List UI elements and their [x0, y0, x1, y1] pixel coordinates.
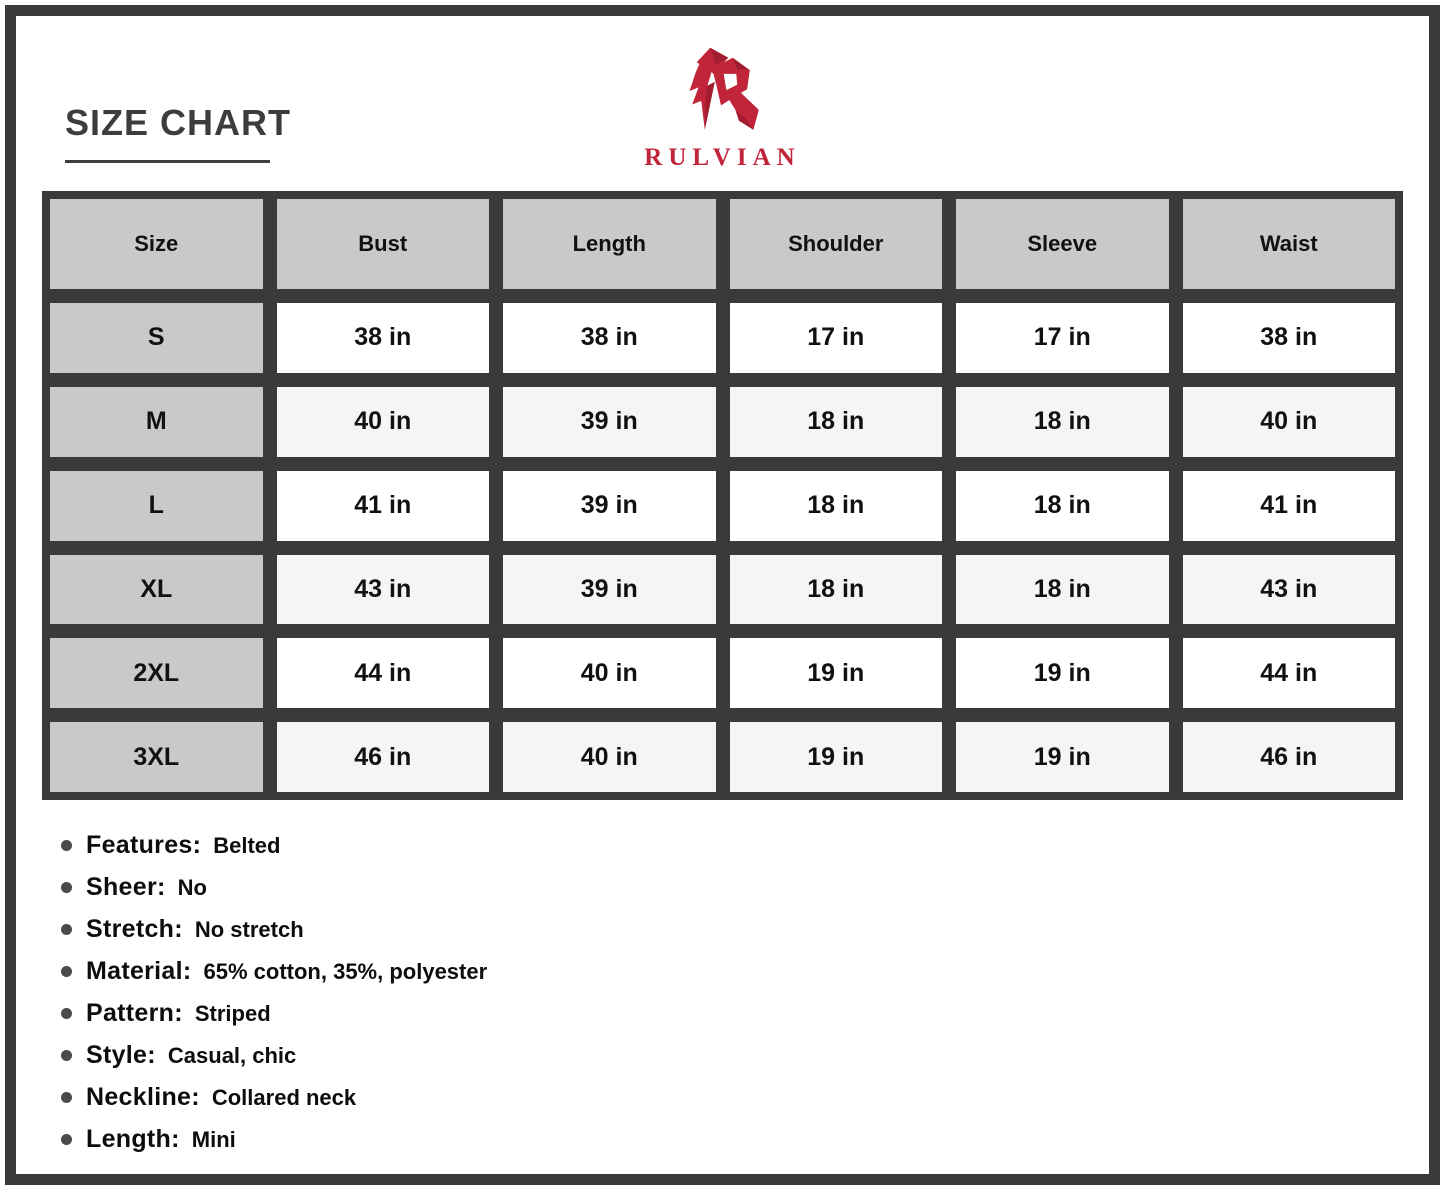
column-header: Size	[50, 199, 263, 289]
detail-value: No stretch	[194, 916, 304, 942]
bullet-dot-icon	[61, 840, 72, 851]
size-value-cell: 43 in	[1183, 555, 1396, 625]
title-underline	[65, 160, 270, 163]
detail-item	[61, 999, 487, 1028]
brand-logo	[644, 42, 800, 172]
size-row-header: S	[50, 303, 263, 373]
column-header: Bust	[277, 199, 490, 289]
size-value-cell: 43 in	[277, 555, 490, 625]
column-header: Sleeve	[956, 199, 1169, 289]
size-table	[42, 191, 1403, 800]
size-value-cell: 18 in	[956, 387, 1169, 457]
size-value-cell: 39 in	[503, 387, 716, 457]
detail-item	[61, 1041, 487, 1070]
detail-label: Features:	[86, 831, 202, 859]
size-value-cell: 40 in	[503, 638, 716, 708]
detail-label: Length:	[86, 1125, 180, 1153]
size-row-header: 3XL	[50, 722, 263, 792]
size-row-header: 2XL	[50, 638, 263, 708]
bullet-dot-icon	[61, 1092, 72, 1103]
size-row-header: XL	[50, 555, 263, 625]
size-row-header: M	[50, 387, 263, 457]
size-value-cell: 39 in	[503, 555, 716, 625]
details-list	[61, 831, 487, 1167]
detail-value: Striped	[194, 1000, 271, 1026]
size-value-cell: 19 in	[730, 638, 943, 708]
column-header: Length	[503, 199, 716, 289]
detail-label: Stretch:	[86, 915, 183, 943]
detail-item	[61, 831, 487, 860]
size-value-cell: 39 in	[503, 471, 716, 541]
detail-label: Material:	[86, 957, 192, 985]
detail-value: Collared neck	[211, 1084, 357, 1110]
detail-value: 65% cotton, 35%, polyester	[203, 958, 488, 984]
bullet-dot-icon	[61, 1050, 72, 1061]
size-row-header: L	[50, 471, 263, 541]
size-value-cell: 18 in	[730, 387, 943, 457]
size-value-cell: 38 in	[277, 303, 490, 373]
size-value-cell: 46 in	[1183, 722, 1396, 792]
size-value-cell: 41 in	[277, 471, 490, 541]
detail-value: Belted	[213, 832, 281, 858]
detail-value: Casual, chic	[167, 1042, 297, 1068]
bullet-dot-icon	[61, 1134, 72, 1145]
size-value-cell: 40 in	[1183, 387, 1396, 457]
size-value-cell: 41 in	[1183, 471, 1396, 541]
detail-item	[61, 957, 487, 986]
size-value-cell: 17 in	[956, 303, 1169, 373]
size-value-cell: 19 in	[730, 722, 943, 792]
size-value-cell: 44 in	[1183, 638, 1396, 708]
detail-item	[61, 915, 487, 944]
size-value-cell: 40 in	[503, 722, 716, 792]
detail-item	[61, 1083, 487, 1112]
column-header: Shoulder	[730, 199, 943, 289]
size-value-cell: 19 in	[956, 638, 1169, 708]
rulvian-r-monogram-icon	[677, 42, 767, 140]
brand-wordmark: RULVIAN	[644, 144, 801, 171]
size-value-cell: 18 in	[956, 555, 1169, 625]
bullet-dot-icon	[61, 966, 72, 977]
detail-item	[61, 873, 487, 902]
size-value-cell: 44 in	[277, 638, 490, 708]
size-value-cell: 38 in	[1183, 303, 1396, 373]
detail-item	[61, 1125, 487, 1154]
bullet-dot-icon	[61, 1008, 72, 1019]
page-title: SIZE CHART	[65, 102, 291, 143]
detail-label: Pattern:	[86, 999, 183, 1027]
bullet-dot-icon	[61, 924, 72, 935]
detail-value: Mini	[191, 1126, 236, 1152]
size-value-cell: 18 in	[730, 555, 943, 625]
detail-value: No	[177, 874, 207, 900]
size-value-cell: 17 in	[730, 303, 943, 373]
detail-label: Neckline:	[86, 1083, 200, 1111]
size-value-cell: 38 in	[503, 303, 716, 373]
size-value-cell: 46 in	[277, 722, 490, 792]
bullet-dot-icon	[61, 882, 72, 893]
detail-label: Style:	[86, 1041, 156, 1069]
size-value-cell: 18 in	[730, 471, 943, 541]
size-value-cell: 40 in	[277, 387, 490, 457]
column-header: Waist	[1183, 199, 1396, 289]
size-value-cell: 19 in	[956, 722, 1169, 792]
detail-label: Sheer:	[86, 873, 166, 901]
size-value-cell: 18 in	[956, 471, 1169, 541]
